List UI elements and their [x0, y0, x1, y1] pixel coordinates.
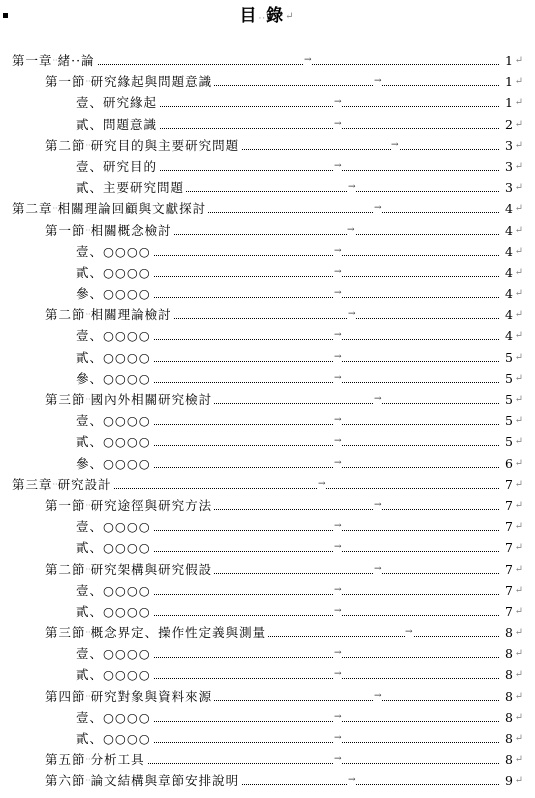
toc-entry-number: 第一節: [45, 497, 86, 513]
toc-entry-label: [76, 262, 153, 283]
toc-entry-spacer: ··: [85, 395, 91, 404]
toc-entry[interactable]: [0, 410, 535, 431]
toc-entry-title: 論文結構與章節安排說明: [90, 773, 240, 789]
tab-arrow-icon: →: [304, 50, 312, 71]
toc-entry-page: 5: [499, 368, 513, 389]
title-char-2: 錄: [266, 6, 286, 26]
toc-entry-page: 9: [499, 770, 513, 791]
toc-entry-label: [76, 156, 159, 177]
tab-arrow-icon: →: [374, 559, 382, 580]
toc-entry-title: 相關理論檢討: [90, 307, 172, 323]
toc-entry-title: ○○○○: [103, 731, 151, 746]
toc-entry-number: 第一節: [45, 222, 86, 238]
tab-arrow-icon: →: [334, 347, 342, 368]
paragraph-mark-icon: ↵: [514, 563, 523, 575]
toc-entry[interactable]: [0, 220, 535, 241]
toc-entry[interactable]: [0, 71, 535, 92]
toc-entry-title: 緒··論: [57, 53, 95, 68]
toc-entry-spacer: ··: [85, 564, 91, 574]
toc-entry-label: [45, 622, 268, 643]
page-title: [0, 4, 535, 28]
toc-entry-title: 研究目的與主要研究問題: [90, 137, 240, 153]
toc-entry-title: ○○○○: [103, 370, 151, 386]
toc-entry[interactable]: [0, 749, 535, 770]
toc-entry-page: 4: [499, 220, 513, 241]
toc-entry-page: 4: [499, 198, 513, 219]
toc-entry-spacer: ··: [52, 56, 58, 65]
toc-entry-label: [12, 198, 208, 219]
tab-arrow-icon: →: [334, 749, 342, 770]
toc-entry-number: 貳、: [76, 667, 104, 683]
toc-entry-number: 第三節: [45, 392, 86, 407]
tab-arrow-icon: →: [391, 135, 399, 156]
toc-entry-number: 壹、: [76, 519, 104, 535]
toc-entry-spacer: ··: [85, 691, 91, 701]
toc-entry-label: [76, 643, 153, 664]
toc-entry-page: 7: [499, 537, 513, 558]
toc-entry-label: [12, 50, 97, 71]
toc-entry[interactable]: [0, 580, 535, 601]
tab-arrow-icon: →: [334, 283, 342, 304]
toc-entry-label: [76, 453, 153, 474]
paragraph-mark-icon: ↵: [514, 584, 523, 596]
toc-entry-title: 研究緣起: [103, 95, 158, 111]
toc-entry-page: 5: [499, 431, 513, 452]
toc-entry-number: 壹、: [76, 413, 104, 429]
toc-entry-number: 第二章: [12, 201, 53, 217]
toc-entry-number: 第二節: [45, 137, 86, 153]
toc-entry-title: 研究途徑與研究方法: [90, 497, 213, 513]
tab-arrow-icon: →: [348, 304, 356, 325]
paragraph-mark-icon: ↵: [514, 394, 523, 405]
paragraph-mark-icon: ↵: [514, 288, 523, 300]
toc-entry-number: 壹、: [76, 243, 104, 259]
paragraph-mark-icon: ↵: [514, 224, 523, 236]
toc-entry-title: ○○○○: [103, 286, 151, 302]
tab-arrow-icon: →: [374, 389, 382, 410]
toc-entry-number: 壹、: [76, 328, 104, 344]
toc-entry-number: 參、: [76, 455, 104, 471]
toc-entry[interactable]: [0, 177, 535, 198]
toc-entry-label: [76, 241, 153, 262]
tab-arrow-icon: →: [405, 622, 413, 643]
toc-entry-label: [45, 135, 241, 156]
paragraph-mark-icon: ↵: [514, 733, 523, 744]
toc-entry-label: [45, 559, 214, 580]
toc-entry-number: 壹、: [76, 582, 104, 598]
paragraph-mark-icon: ↵: [514, 690, 523, 702]
tab-arrow-icon: →: [348, 177, 356, 198]
toc-entry-spacer: ··: [85, 776, 91, 786]
toc-entry-spacer: ··: [85, 500, 91, 510]
toc-entry-label: [76, 92, 159, 113]
toc-entry-spacer: ··: [52, 479, 58, 489]
paragraph-mark-icon: ↵: [514, 266, 523, 278]
toc-entry[interactable]: [0, 283, 535, 304]
toc-entry-title: 問題意識: [103, 116, 158, 132]
toc-entry-number: 第一節: [45, 74, 86, 90]
toc-entry-page: 8: [499, 643, 513, 664]
toc-entry-number: 貳、: [76, 349, 104, 365]
paragraph-mark-icon: ↵: [514, 97, 523, 109]
toc-entry-number: 第六節: [45, 773, 86, 789]
tab-arrow-icon: →: [348, 770, 356, 791]
toc-entry-title: 相關理論回顧與文獻探討: [57, 201, 207, 217]
toc-entry[interactable]: [0, 537, 535, 558]
tab-arrow-icon: →: [347, 220, 355, 241]
paragraph-mark-icon: ↵: [514, 648, 523, 660]
tab-arrow-icon: →: [334, 156, 342, 177]
toc-entry[interactable]: [0, 622, 535, 643]
toc-entry-number: 貳、: [76, 603, 104, 619]
tab-arrow-icon: →: [374, 71, 382, 92]
toc-entry-number: 貳、: [76, 116, 104, 132]
paragraph-mark-icon: ↵: [514, 605, 523, 617]
toc-entry-number: 第三章: [12, 476, 53, 492]
toc-entry-title: 研究架構與研究假設: [90, 561, 213, 577]
toc-entry-page: 5: [499, 347, 513, 368]
paragraph-mark-icon: ↵: [514, 203, 523, 215]
toc-entry-title: 研究緣起與問題意識: [90, 74, 213, 90]
toc-entry-label: [76, 580, 153, 601]
tab-arrow-icon: →: [318, 474, 326, 495]
toc-entry[interactable]: [0, 559, 535, 580]
toc-entry[interactable]: [0, 92, 535, 113]
toc-entry-title: ○○○○: [103, 519, 151, 535]
toc-entry-title: ○○○○: [103, 413, 151, 429]
toc-entry-spacer: ··: [52, 204, 58, 214]
toc-entry-page: 6: [499, 453, 513, 474]
toc-entry[interactable]: [0, 686, 535, 707]
toc-entry-title: ○○○○: [103, 667, 151, 683]
toc-entry-number: 壹、: [76, 709, 104, 725]
toc-entry-title: 分析工具: [90, 752, 145, 768]
toc-entry-label: [45, 220, 174, 241]
paragraph-mark-icon: ↵: [514, 309, 523, 321]
toc-entry[interactable]: [0, 707, 535, 728]
toc-entry-label: [76, 347, 153, 368]
toc-entry-page: 4: [499, 262, 513, 283]
toc-entry-page: 3: [499, 177, 513, 198]
toc-entry-page: 8: [499, 728, 513, 749]
tab-arrow-icon: →: [334, 241, 342, 262]
paragraph-mark-icon: ↵: [514, 118, 523, 130]
tab-arrow-icon: →: [334, 516, 342, 537]
paragraph-mark-icon: ↵: [514, 711, 523, 723]
toc-entry-page: 5: [499, 389, 513, 410]
toc-entry-page: 1: [499, 50, 513, 71]
toc-entry-number: 貳、: [76, 264, 104, 280]
toc-entry-label: [76, 664, 153, 685]
toc-entry-title: 相關概念檢討: [90, 222, 172, 238]
toc-entry-page: 3: [499, 135, 513, 156]
toc-entry-title: ○○○○: [103, 540, 151, 556]
toc-entry-number: 第四節: [45, 688, 86, 704]
toc-entry-title: 研究對象與資料來源: [90, 688, 213, 704]
toc-entry-label: [45, 749, 147, 770]
toc-entry[interactable]: [0, 389, 535, 410]
toc-entry-number: 第二節: [45, 307, 86, 323]
toc-entry-page: 5: [499, 410, 513, 431]
tab-arrow-icon: →: [334, 728, 342, 749]
toc-entry-label: [45, 304, 174, 325]
toc-entry-title: ○○○○: [103, 328, 151, 344]
tab-arrow-icon: →: [374, 686, 382, 707]
toc-entry[interactable]: [0, 156, 535, 177]
tab-arrow-icon: →: [334, 410, 342, 431]
toc-entry-title: ○○○○: [103, 603, 151, 619]
toc-entry-title: ○○○○: [103, 709, 151, 725]
tab-arrow-icon: →: [334, 92, 342, 113]
paragraph-mark-icon: ↵: [514, 160, 523, 172]
toc-entry-title: 概念界定、操作性定義與測量: [90, 625, 267, 641]
paragraph-mark-icon: ↵: [514, 754, 523, 766]
toc-entry[interactable]: [0, 495, 535, 516]
toc-entry[interactable]: [0, 453, 535, 474]
toc-entry-number: 壹、: [76, 646, 104, 662]
toc-entry-page: 8: [499, 707, 513, 728]
toc-entry-label: [76, 410, 153, 431]
toc-entry[interactable]: [0, 135, 535, 156]
toc-entry-number: 第三節: [45, 625, 86, 641]
toc-entry-number: 貳、: [76, 540, 104, 556]
toc-entry-page: 4: [499, 304, 513, 325]
toc-entry-label: [45, 389, 214, 410]
toc-entry-number: 第二節: [45, 561, 86, 577]
toc-entry[interactable]: [0, 431, 535, 452]
toc-entry-page: 3: [499, 156, 513, 177]
toc-entry-page: 2: [499, 114, 513, 135]
toc-entry[interactable]: [0, 114, 535, 135]
paragraph-mark-icon: ↵: [285, 11, 296, 22]
toc-entry-page: 4: [499, 283, 513, 304]
title-spacing-dots: ··: [258, 14, 267, 24]
toc-entry-spacer: ··: [85, 628, 91, 638]
toc-entry-page: 7: [499, 601, 513, 622]
toc-entry-spacer: ··: [85, 140, 91, 150]
paragraph-mark-icon: ↵: [514, 521, 523, 533]
toc-entry-label: [76, 601, 153, 622]
toc-entry[interactable]: [0, 241, 535, 262]
toc-entry-page: 1: [499, 92, 513, 113]
toc-entry-title: 研究目的: [103, 158, 158, 174]
toc-entry[interactable]: [0, 516, 535, 537]
toc-entry[interactable]: [0, 347, 535, 368]
toc-entry-page: 8: [499, 664, 513, 685]
toc-entry-number: 參、: [76, 370, 104, 386]
tab-arrow-icon: →: [374, 495, 382, 516]
toc-entry-title: 研究設計: [57, 476, 112, 492]
toc-entry-page: 8: [499, 686, 513, 707]
toc-entry-spacer: ··: [85, 77, 91, 87]
toc-entry[interactable]: [0, 198, 535, 219]
paragraph-mark-icon: ↵: [514, 351, 523, 363]
toc-entry-label: [76, 114, 159, 135]
toc-entry[interactable]: [0, 262, 535, 283]
toc-entry[interactable]: [0, 304, 535, 325]
tab-arrow-icon: →: [334, 453, 342, 474]
toc-entry[interactable]: [0, 474, 535, 495]
toc-entry[interactable]: [0, 325, 535, 346]
tab-arrow-icon: →: [334, 368, 342, 389]
paragraph-mark-icon: ↵: [514, 457, 523, 469]
toc-entry-title: 國內外相關研究檢討: [90, 392, 213, 407]
toc-entry-spacer: ··: [85, 310, 91, 320]
tab-arrow-icon: →: [334, 707, 342, 728]
toc-entry-page: 4: [499, 325, 513, 346]
toc-entry[interactable]: [0, 664, 535, 685]
paragraph-mark-icon: ↵: [514, 415, 523, 427]
paragraph-mark-icon: ↵: [514, 499, 523, 511]
toc-entry[interactable]: [0, 770, 535, 791]
toc-entry-title: ○○○○: [103, 646, 151, 662]
toc-entry-title: ○○○○: [103, 434, 151, 450]
toc-entry-page: 7: [499, 559, 513, 580]
toc-entry-number: 第五節: [45, 752, 86, 768]
tab-arrow-icon: →: [334, 643, 342, 664]
tab-arrow-icon: →: [334, 114, 342, 135]
toc-entry[interactable]: [0, 601, 535, 622]
toc-entry-spacer: ··: [85, 755, 91, 765]
table-of-contents: [0, 50, 535, 792]
toc-entry-number: 第一章: [12, 53, 53, 68]
toc-entry[interactable]: [0, 368, 535, 389]
paragraph-mark-icon: ↵: [514, 627, 523, 639]
paragraph-mark-icon: ↵: [514, 245, 523, 257]
toc-entry-label: [76, 325, 153, 346]
toc-entry-label: [76, 431, 153, 452]
paragraph-mark-icon: ↵: [514, 139, 523, 151]
toc-entry-label: [12, 474, 114, 495]
paragraph-mark-icon: ↵: [514, 669, 523, 681]
tab-arrow-icon: →: [334, 262, 342, 283]
paragraph-mark-icon: ↵: [514, 55, 523, 66]
toc-entry-label: [76, 537, 153, 558]
paragraph-mark-icon: ↵: [514, 330, 523, 342]
toc-entry-number: 貳、: [76, 434, 104, 450]
toc-entry-label: [76, 177, 186, 198]
toc-entry-page: 7: [499, 474, 513, 495]
toc-entry-page: 7: [499, 516, 513, 537]
title-char-1: 目: [239, 6, 259, 26]
toc-entry-label: [45, 495, 214, 516]
toc-entry-number: 貳、: [76, 180, 104, 196]
toc-entry-number: 壹、: [76, 158, 104, 174]
toc-entry-page: 8: [499, 749, 513, 770]
toc-entry[interactable]: [0, 728, 535, 749]
toc-entry-label: [45, 71, 214, 92]
toc-entry-title: ○○○○: [103, 455, 151, 471]
toc-entry-label: [76, 283, 153, 304]
paragraph-mark-icon: ↵: [514, 182, 523, 194]
toc-entry-number: 壹、: [76, 95, 104, 111]
toc-entry-title: ○○○○: [103, 582, 151, 598]
toc-entry-page: 8: [499, 622, 513, 643]
tab-arrow-icon: →: [334, 580, 342, 601]
paragraph-mark-icon: ↵: [514, 436, 523, 448]
paragraph-mark-icon: ↵: [514, 372, 523, 384]
toc-entry-page: 7: [499, 580, 513, 601]
tab-arrow-icon: →: [334, 431, 342, 452]
toc-entry-title: 主要研究問題: [103, 180, 185, 196]
toc-entry-page: 1: [499, 71, 513, 92]
toc-entry-page: 4: [499, 241, 513, 262]
toc-entry-label: [45, 686, 214, 707]
toc-entry[interactable]: [0, 643, 535, 664]
toc-entry-label: [76, 707, 153, 728]
tab-arrow-icon: →: [334, 664, 342, 685]
tab-arrow-icon: →: [334, 601, 342, 622]
tab-arrow-icon: →: [374, 198, 382, 219]
toc-entry-label: [45, 770, 241, 791]
paragraph-mark-icon: ↵: [514, 478, 523, 490]
toc-entry-title: ○○○○: [103, 243, 151, 259]
toc-entry[interactable]: [0, 50, 535, 71]
toc-entry-title: ○○○○: [103, 349, 151, 365]
toc-entry-label: [76, 728, 153, 749]
tab-arrow-icon: →: [334, 537, 342, 558]
paragraph-mark-icon: ↵: [514, 76, 523, 88]
toc-entry-number: 參、: [76, 286, 104, 302]
paragraph-mark-icon: ↵: [514, 775, 523, 787]
toc-entry-spacer: ··: [85, 225, 91, 235]
toc-entry-page: 7: [499, 495, 513, 516]
toc-entry-label: [76, 516, 153, 537]
paragraph-mark-icon: ↵: [514, 542, 523, 554]
toc-entry-label: [76, 368, 153, 389]
toc-entry-number: 貳、: [76, 731, 104, 746]
tab-arrow-icon: →: [334, 325, 342, 346]
toc-entry-title: ○○○○: [103, 264, 151, 280]
